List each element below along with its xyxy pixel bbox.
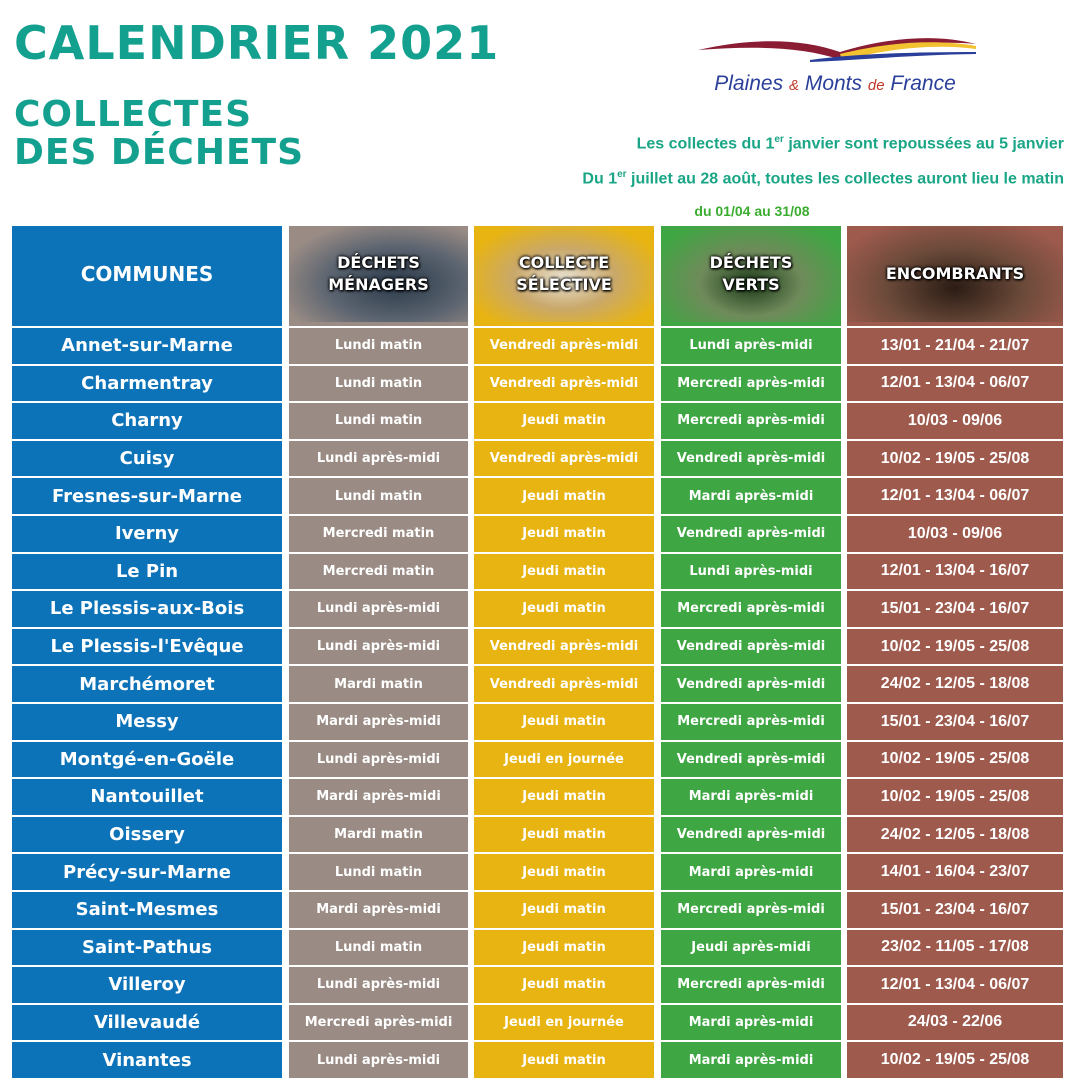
commune-cell: Villevaudé bbox=[12, 1003, 282, 1041]
verts-cell: Mardi après-midi bbox=[661, 1040, 841, 1078]
table-row bbox=[0, 439, 1076, 477]
encombrants-cell: 23/02 - 11/05 - 17/08 bbox=[847, 928, 1063, 966]
table-row bbox=[0, 740, 1076, 778]
page-subtitle bbox=[14, 96, 304, 172]
commune-cell: Précy-sur-Marne bbox=[12, 852, 282, 890]
commune-cell: Le Pin bbox=[12, 552, 282, 590]
verts-cell: Lundi après-midi bbox=[661, 552, 841, 590]
commune-cell: Saint-Mesmes bbox=[12, 890, 282, 928]
selective-cell: Jeudi en journée bbox=[474, 1003, 654, 1041]
menagers-cell: Mardi matin bbox=[289, 815, 468, 853]
menagers-cell: Mardi après-midi bbox=[289, 890, 468, 928]
commune-cell: Charny bbox=[12, 401, 282, 439]
schedule-notes bbox=[582, 124, 1064, 195]
selective-cell: Jeudi matin bbox=[474, 589, 654, 627]
menagers-cell: Lundi matin bbox=[289, 852, 468, 890]
encombrants-cell: 10/02 - 19/05 - 25/08 bbox=[847, 1040, 1063, 1078]
selective-cell: Vendredi après-midi bbox=[474, 364, 654, 402]
selective-cell: Vendredi après-midi bbox=[474, 326, 654, 364]
encombrants-cell: 15/01 - 23/04 - 16/07 bbox=[847, 890, 1063, 928]
plaines-monts-de-france-logo bbox=[690, 30, 980, 100]
menagers-cell: Mardi après-midi bbox=[289, 702, 468, 740]
table-row bbox=[0, 852, 1076, 890]
menagers-cell: Lundi matin bbox=[289, 326, 468, 364]
encombrants-cell: 12/01 - 13/04 - 06/07 bbox=[847, 476, 1063, 514]
note-line-2: Du 1er juillet au 28 août, toutes les collectes auront lieu le matin bbox=[582, 169, 1064, 188]
encombrants-cell: 14/01 - 16/04 - 23/07 bbox=[847, 852, 1063, 890]
commune-cell: Nantouillet bbox=[12, 777, 282, 815]
commune-cell: Montgé-en-Goële bbox=[12, 740, 282, 778]
header-collecte-selective: COLLECTE SÉLECTIVE bbox=[474, 226, 654, 322]
commune-cell: Saint-Pathus bbox=[12, 928, 282, 966]
selective-cell: Jeudi matin bbox=[474, 401, 654, 439]
subtitle-line-1: COLLECTES bbox=[14, 94, 252, 135]
menagers-cell: Lundi après-midi bbox=[289, 1040, 468, 1078]
table-row bbox=[0, 890, 1076, 928]
encombrants-cell: 10/03 - 09/06 bbox=[847, 401, 1063, 439]
encombrants-cell: 10/02 - 19/05 - 25/08 bbox=[847, 439, 1063, 477]
table-row bbox=[0, 364, 1076, 402]
commune-cell: Le Plessis-aux-Bois bbox=[12, 589, 282, 627]
commune-cell: Cuisy bbox=[12, 439, 282, 477]
logo-text-part1: Plaines bbox=[714, 72, 784, 95]
logo-text-amp: & bbox=[788, 77, 799, 94]
logo-text bbox=[690, 72, 980, 96]
table-row bbox=[0, 326, 1076, 364]
header-encombrants: ENCOMBRANTS bbox=[847, 226, 1063, 322]
menagers-cell: Mardi après-midi bbox=[289, 777, 468, 815]
verts-cell: Mardi après-midi bbox=[661, 1003, 841, 1041]
logo-swoosh-icon bbox=[690, 30, 980, 70]
verts-cell: Vendredi après-midi bbox=[661, 740, 841, 778]
verts-cell: Jeudi après-midi bbox=[661, 928, 841, 966]
commune-cell: Villeroy bbox=[12, 965, 282, 1003]
header-dechets-menagers: DÉCHETS MÉNAGERS bbox=[289, 226, 468, 322]
menagers-cell: Mardi matin bbox=[289, 664, 468, 702]
subtitle-line-2: DES DÉCHETS bbox=[14, 132, 305, 173]
menagers-cell: Lundi matin bbox=[289, 476, 468, 514]
menagers-cell: Lundi matin bbox=[289, 364, 468, 402]
table-row bbox=[0, 514, 1076, 552]
table-row bbox=[0, 589, 1076, 627]
encombrants-cell: 10/02 - 19/05 - 25/08 bbox=[847, 777, 1063, 815]
encombrants-cell: 12/01 - 13/04 - 06/07 bbox=[847, 364, 1063, 402]
table-row bbox=[0, 664, 1076, 702]
commune-cell: Charmentray bbox=[12, 364, 282, 402]
table-row bbox=[0, 1040, 1076, 1078]
selective-cell: Jeudi matin bbox=[474, 852, 654, 890]
selective-cell: Jeudi matin bbox=[474, 928, 654, 966]
table-row bbox=[0, 702, 1076, 740]
table-row bbox=[0, 1003, 1076, 1041]
logo-text-part3: France bbox=[890, 72, 956, 95]
selective-cell: Jeudi matin bbox=[474, 890, 654, 928]
logo-text-part2: Monts bbox=[804, 72, 863, 95]
table-row bbox=[0, 627, 1076, 665]
menagers-cell: Lundi matin bbox=[289, 401, 468, 439]
page-title: CALENDRIER 2021 bbox=[14, 16, 500, 70]
selective-cell: Jeudi matin bbox=[474, 965, 654, 1003]
menagers-cell: Lundi après-midi bbox=[289, 439, 468, 477]
selective-cell: Vendredi après-midi bbox=[474, 627, 654, 665]
encombrants-cell: 10/03 - 09/06 bbox=[847, 514, 1063, 552]
table-row bbox=[0, 928, 1076, 966]
encombrants-cell: 12/01 - 13/04 - 06/07 bbox=[847, 965, 1063, 1003]
verts-cell: Mardi après-midi bbox=[661, 852, 841, 890]
selective-cell: Vendredi après-midi bbox=[474, 439, 654, 477]
selective-cell: Jeudi matin bbox=[474, 777, 654, 815]
commune-cell: Vinantes bbox=[12, 1040, 282, 1078]
verts-cell: Mardi après-midi bbox=[661, 777, 841, 815]
verts-cell: Vendredi après-midi bbox=[661, 627, 841, 665]
selective-cell: Jeudi matin bbox=[474, 514, 654, 552]
logo-text-de: de bbox=[867, 77, 885, 94]
verts-cell: Lundi après-midi bbox=[661, 326, 841, 364]
verts-cell: Mercredi après-midi bbox=[661, 589, 841, 627]
table-row bbox=[0, 476, 1076, 514]
encombrants-cell: 10/02 - 19/05 - 25/08 bbox=[847, 627, 1063, 665]
table-row bbox=[0, 965, 1076, 1003]
schedule-table-body bbox=[0, 326, 1076, 1078]
verts-cell: Mercredi après-midi bbox=[661, 965, 841, 1003]
encombrants-cell: 12/01 - 13/04 - 16/07 bbox=[847, 552, 1063, 590]
table-row bbox=[0, 552, 1076, 590]
verts-cell: Mercredi après-midi bbox=[661, 401, 841, 439]
encombrants-cell: 24/02 - 12/05 - 18/08 bbox=[847, 664, 1063, 702]
commune-cell: Marchémoret bbox=[12, 664, 282, 702]
selective-cell: Jeudi matin bbox=[474, 1040, 654, 1078]
verts-cell: Mardi après-midi bbox=[661, 476, 841, 514]
table-row bbox=[0, 777, 1076, 815]
menagers-cell: Mercredi matin bbox=[289, 514, 468, 552]
encombrants-cell: 15/01 - 23/04 - 16/07 bbox=[847, 589, 1063, 627]
selective-cell: Jeudi en journée bbox=[474, 740, 654, 778]
menagers-cell: Lundi matin bbox=[289, 928, 468, 966]
selective-cell: Jeudi matin bbox=[474, 815, 654, 853]
menagers-cell: Lundi après-midi bbox=[289, 589, 468, 627]
menagers-cell: Lundi après-midi bbox=[289, 740, 468, 778]
menagers-cell: Lundi après-midi bbox=[289, 627, 468, 665]
commune-cell: Le Plessis-l'Evêque bbox=[12, 627, 282, 665]
table-row bbox=[0, 401, 1076, 439]
commune-cell: Oissery bbox=[12, 815, 282, 853]
encombrants-cell: 10/02 - 19/05 - 25/08 bbox=[847, 740, 1063, 778]
verts-cell: Mercredi après-midi bbox=[661, 890, 841, 928]
verts-cell: Vendredi après-midi bbox=[661, 439, 841, 477]
selective-cell: Jeudi matin bbox=[474, 702, 654, 740]
encombrants-cell: 15/01 - 23/04 - 16/07 bbox=[847, 702, 1063, 740]
commune-cell: Messy bbox=[12, 702, 282, 740]
selective-cell: Jeudi matin bbox=[474, 552, 654, 590]
commune-cell: Iverny bbox=[12, 514, 282, 552]
menagers-cell: Lundi après-midi bbox=[289, 965, 468, 1003]
menagers-cell: Mercredi après-midi bbox=[289, 1003, 468, 1041]
menagers-cell: Mercredi matin bbox=[289, 552, 468, 590]
selective-cell: Vendredi après-midi bbox=[474, 664, 654, 702]
encombrants-cell: 13/01 - 21/04 - 21/07 bbox=[847, 326, 1063, 364]
header-communes: COMMUNES bbox=[80, 262, 214, 286]
verts-cell: Mercredi après-midi bbox=[661, 702, 841, 740]
verts-cell: Vendredi après-midi bbox=[661, 514, 841, 552]
verts-cell: Vendredi après-midi bbox=[661, 815, 841, 853]
header-dechets-verts: DÉCHETS VERTS bbox=[661, 226, 841, 322]
encombrants-cell: 24/02 - 12/05 - 18/08 bbox=[847, 815, 1063, 853]
commune-cell: Fresnes-sur-Marne bbox=[12, 476, 282, 514]
encombrants-cell: 24/03 - 22/06 bbox=[847, 1003, 1063, 1041]
note-line-1: Les collectes du 1er janvier sont repoussées au 5 janvier bbox=[636, 134, 1064, 153]
verts-cell: Vendredi après-midi bbox=[661, 664, 841, 702]
selective-cell: Jeudi matin bbox=[474, 476, 654, 514]
table-row bbox=[0, 815, 1076, 853]
verts-period-label: du 01/04 au 31/08 bbox=[694, 203, 810, 219]
verts-cell: Mercredi après-midi bbox=[661, 364, 841, 402]
commune-cell: Annet-sur-Marne bbox=[12, 326, 282, 364]
